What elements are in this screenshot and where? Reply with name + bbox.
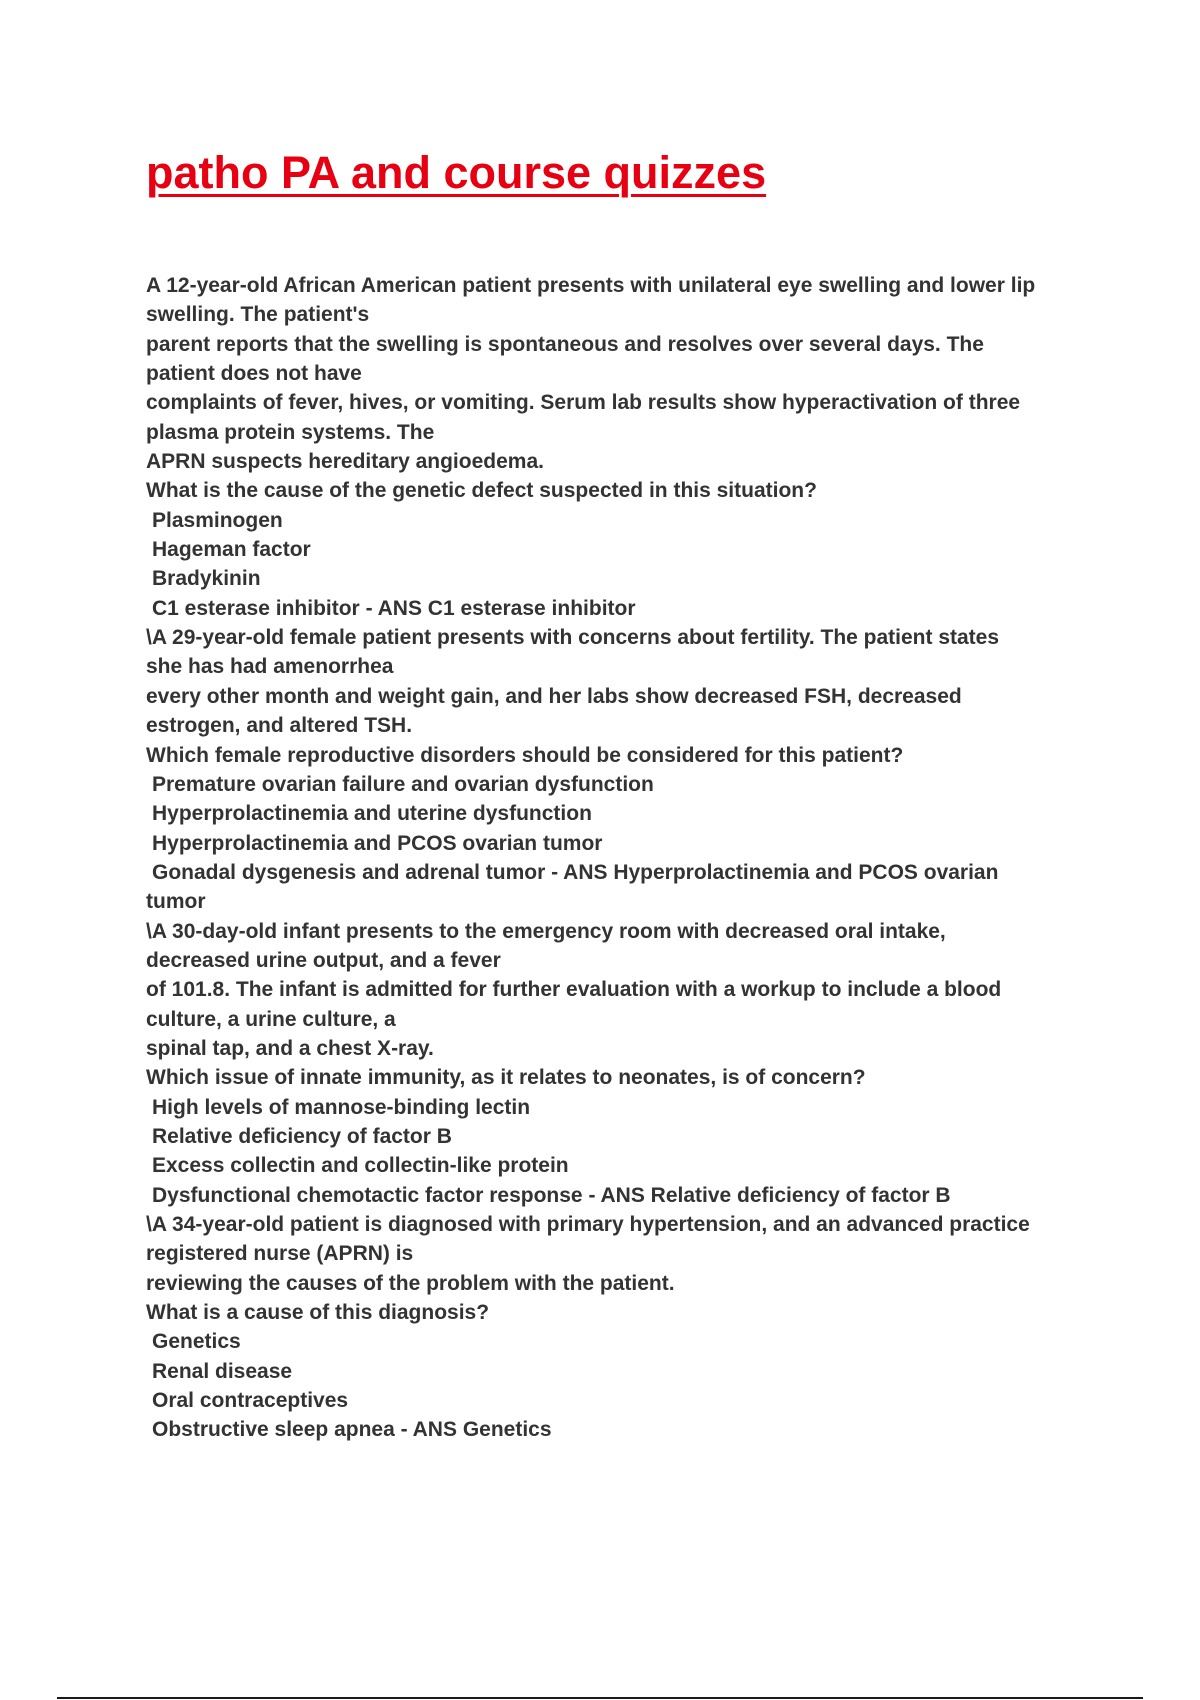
document-title: patho PA and course quizzes <box>146 147 767 198</box>
question-text-line: \A 34-year-old patient is diagnosed with primary hypertension, and an advanced practice <box>146 1213 1030 1236</box>
question-text-line: decreased urine output, and a fever <box>146 948 501 972</box>
footer-divider <box>57 1697 1143 1699</box>
answer-option: Genetics <box>152 1330 241 1354</box>
question-text-line: plasma protein systems. The <box>146 420 435 444</box>
question-text-line: swelling. The patient's <box>146 303 370 327</box>
document-body <box>146 271 1106 1445</box>
answer-option: Oral contraceptives <box>152 1389 349 1413</box>
question-prompt: What is the cause of the genetic defect suspected in this situation? <box>146 479 817 503</box>
question-text-line: patient does not have <box>146 362 362 386</box>
answer-option: Hageman factor <box>152 538 311 562</box>
question-prompt: Which issue of innate immunity, as it relates to neonates, is of concern? <box>146 1066 866 1090</box>
question-prompt: Which female reproductive disorders should be considered for this patient? <box>146 743 904 767</box>
answer-option: Plasminogen <box>152 508 283 532</box>
question-text-line: reviewing the causes of the problem with the patient. <box>146 1271 675 1295</box>
answer-option: Renal disease <box>152 1359 293 1383</box>
answer-option: Hyperprolactinemia and PCOS ovarian tumor <box>152 831 603 855</box>
answer-option-with-key: C1 esterase inhibitor - ANS C1 esterase inhibitor <box>152 596 636 620</box>
answer-option-with-key: Obstructive sleep apnea - ANS Genetics <box>152 1418 552 1442</box>
question-text-line: spinal tap, and a chest X-ray. <box>146 1036 434 1060</box>
answer-option: Hyperprolactinemia and uterine dysfunction <box>152 802 592 826</box>
answer-option-with-key: Gonadal dysgenesis and adrenal tumor - ANS Hyperprolactinemia and PCOS ovarian <box>152 860 999 884</box>
question-text-line: \A 29-year-old female patient presents with concerns about fertility. The patient states <box>146 626 1000 650</box>
answer-option: Bradykinin <box>152 567 261 591</box>
answer-key-continuation: tumor <box>146 890 206 914</box>
answer-option-with-key: Dysfunctional chemotactic factor response - ANS Relative deficiency of factor B <box>152 1183 951 1207</box>
question-prompt: What is a cause of this diagnosis? <box>146 1301 490 1325</box>
answer-option: Relative deficiency of factor B <box>152 1124 452 1148</box>
question-text-line: every other month and weight gain, and her labs show decreased FSH, decreased <box>146 684 962 708</box>
question-text-line: culture, a urine culture, a <box>146 1007 396 1031</box>
question-text-line: estrogen, and altered TSH. <box>146 714 413 738</box>
question-text-line: she has had amenorrhea <box>146 655 394 679</box>
question-text-line: A 12-year-old African American patient presents with unilateral eye swelling and lower lip <box>146 274 1036 297</box>
answer-option: Premature ovarian failure and ovarian dysfunction <box>152 772 654 796</box>
question-text-line: \A 30-day-old infant presents to the emergency room with decreased oral intake, <box>146 919 946 943</box>
answer-option: Excess collectin and collectin-like protein <box>152 1154 569 1178</box>
question-text-line: registered nurse (APRN) is <box>146 1242 414 1266</box>
question-text-line: complaints of fever, hives, or vomiting. Serum lab results show hyperactivation of three <box>146 391 1021 415</box>
answer-option: High levels of mannose-binding lectin <box>152 1095 531 1119</box>
question-text-line: APRN suspects hereditary angioedema. <box>146 450 544 474</box>
question-text-line: of 101.8. The infant is admitted for further evaluation with a workup to include a blood <box>146 978 1002 1002</box>
question-text-line: parent reports that the swelling is spontaneous and resolves over several days. The <box>146 332 984 356</box>
